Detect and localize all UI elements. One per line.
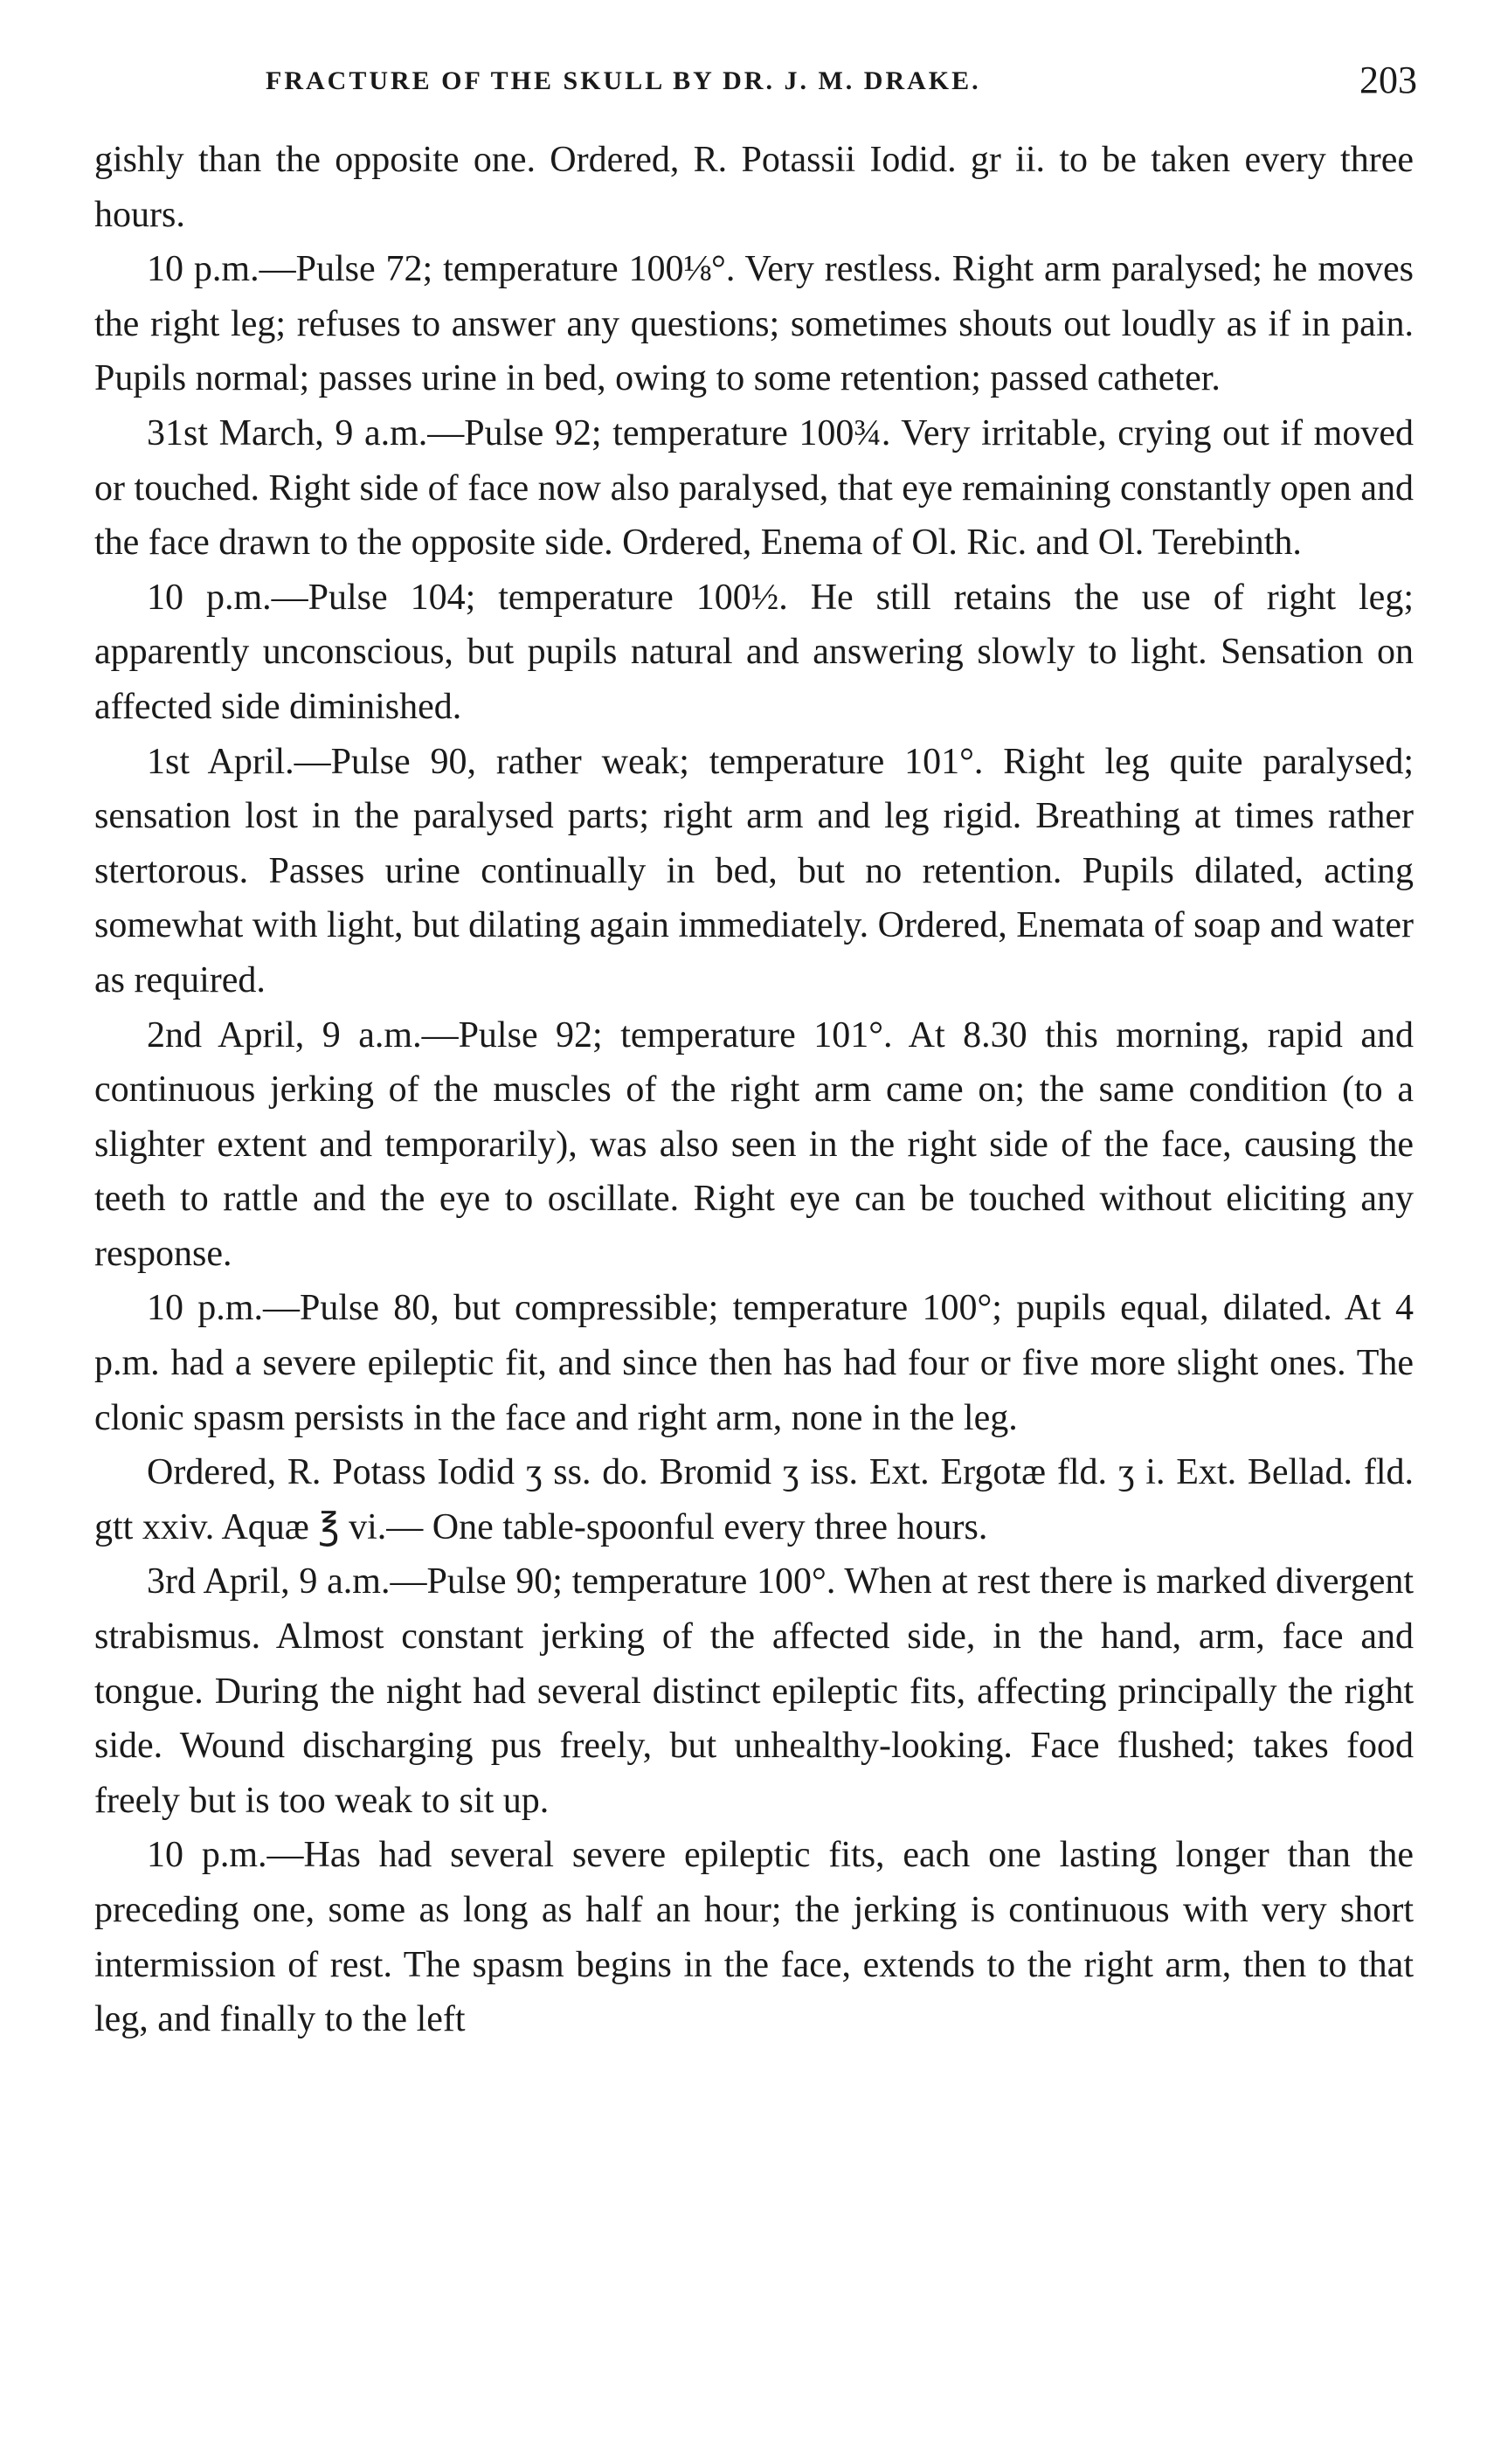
paragraph: 3rd April, 9 a.m.—Pulse 90; temperature 100°. When at rest there is marked divergent strabismus. Almost constant jerking of the affected side, in the hand, arm, face and tongue. During the night had several distinct epileptic fits, affecting principally the right side. Wound discharging pus freely, but unhealthy-looking. Face flushed; takes food freely but is too weak to sit up. bbox=[94, 1561, 1414, 1821]
paragraph-prescription: Ordered, R. Potass Iodid ʒ ss. do. Bromid ʒ iss. Ext. Ergotæ fld. ʒ i. Ext. Bellad. fld. gtt xxiv. Aquæ ℥ vi.— One table-spoonful every three hours. bbox=[94, 1452, 1414, 1547]
body-text bbox=[94, 133, 1414, 2047]
paragraph: 31st March, 9 a.m.—Pulse 92; temperature 100¾. Very irritable, crying out if moved or touched. Right side of face now also paralysed, that eye remaining constantly open and the face drawn to the opposite side. Ordered, Enema of Ol. Ric. and Ol. Terebinth. bbox=[94, 412, 1414, 564]
running-head-title: FRACTURE OF THE SKULL BY DR. J. M. DRAKE. bbox=[266, 66, 981, 95]
paragraph: 10 p.m.—Pulse 72; temperature 100⅛°. Very restless. Right arm paralysed; he moves the right leg; refuses to answer any questions; sometimes shouts out loudly as if in pain. Pupils normal; passes urine in bed, owing to some retention; passed catheter. bbox=[94, 249, 1414, 399]
paragraph: 2nd April, 9 a.m.—Pulse 92; temperature 101°. At 8.30 this morning, rapid and continuous jerking of the muscles of the right arm came on; the same condition (to a slighter extent and temporarily), was also seen in the right side of the face, causing the teeth to rattle and the eye to oscillate. Right eye can be touched without eliciting any response. bbox=[94, 1014, 1414, 1274]
paragraph: 10 p.m.—Pulse 104; temperature 100½. He still retains the use of right leg; apparently unconscious, but pupils natural and answering slowly to light. Sensation on affected side diminished. bbox=[94, 577, 1414, 727]
paragraph: 10 p.m.—Has had several severe epileptic fits, each one lasting longer than the preceding one, some as long as half an hour; the jerking is continuous with very short intermission of rest. The spasm begins in the face, extends to the right arm, then to that leg, and finally to the left bbox=[94, 1835, 1414, 2040]
paragraph: 1st April.—Pulse 90, rather weak; temperature 101°. Right leg quite paralysed; sensation lost in the paralysed parts; right arm and leg rigid. Breathing at times rather stertorous. Passes urine continually in bed, but no retention. Pupils dilated, acting somewhat with light, but dilating again immediately. Ordered, Enemata of soap and water as required. bbox=[94, 741, 1415, 1000]
paragraph-continuation: gishly than the opposite one. Ordered, R. Potassii Iodid. gr ii. to be taken every three hours. bbox=[94, 140, 1414, 235]
page-number: 203 bbox=[1359, 59, 1417, 101]
book-page bbox=[94, 54, 1417, 2047]
running-header bbox=[94, 54, 1417, 112]
paragraph: 10 p.m.—Pulse 80, but compressible; temperature 100°; pupils equal, dilated. At 4 p.m. had a severe epileptic fit, and since then has had four or five more slight ones. The clonic spasm persists in the face and right arm, none in the leg. bbox=[94, 1288, 1414, 1438]
